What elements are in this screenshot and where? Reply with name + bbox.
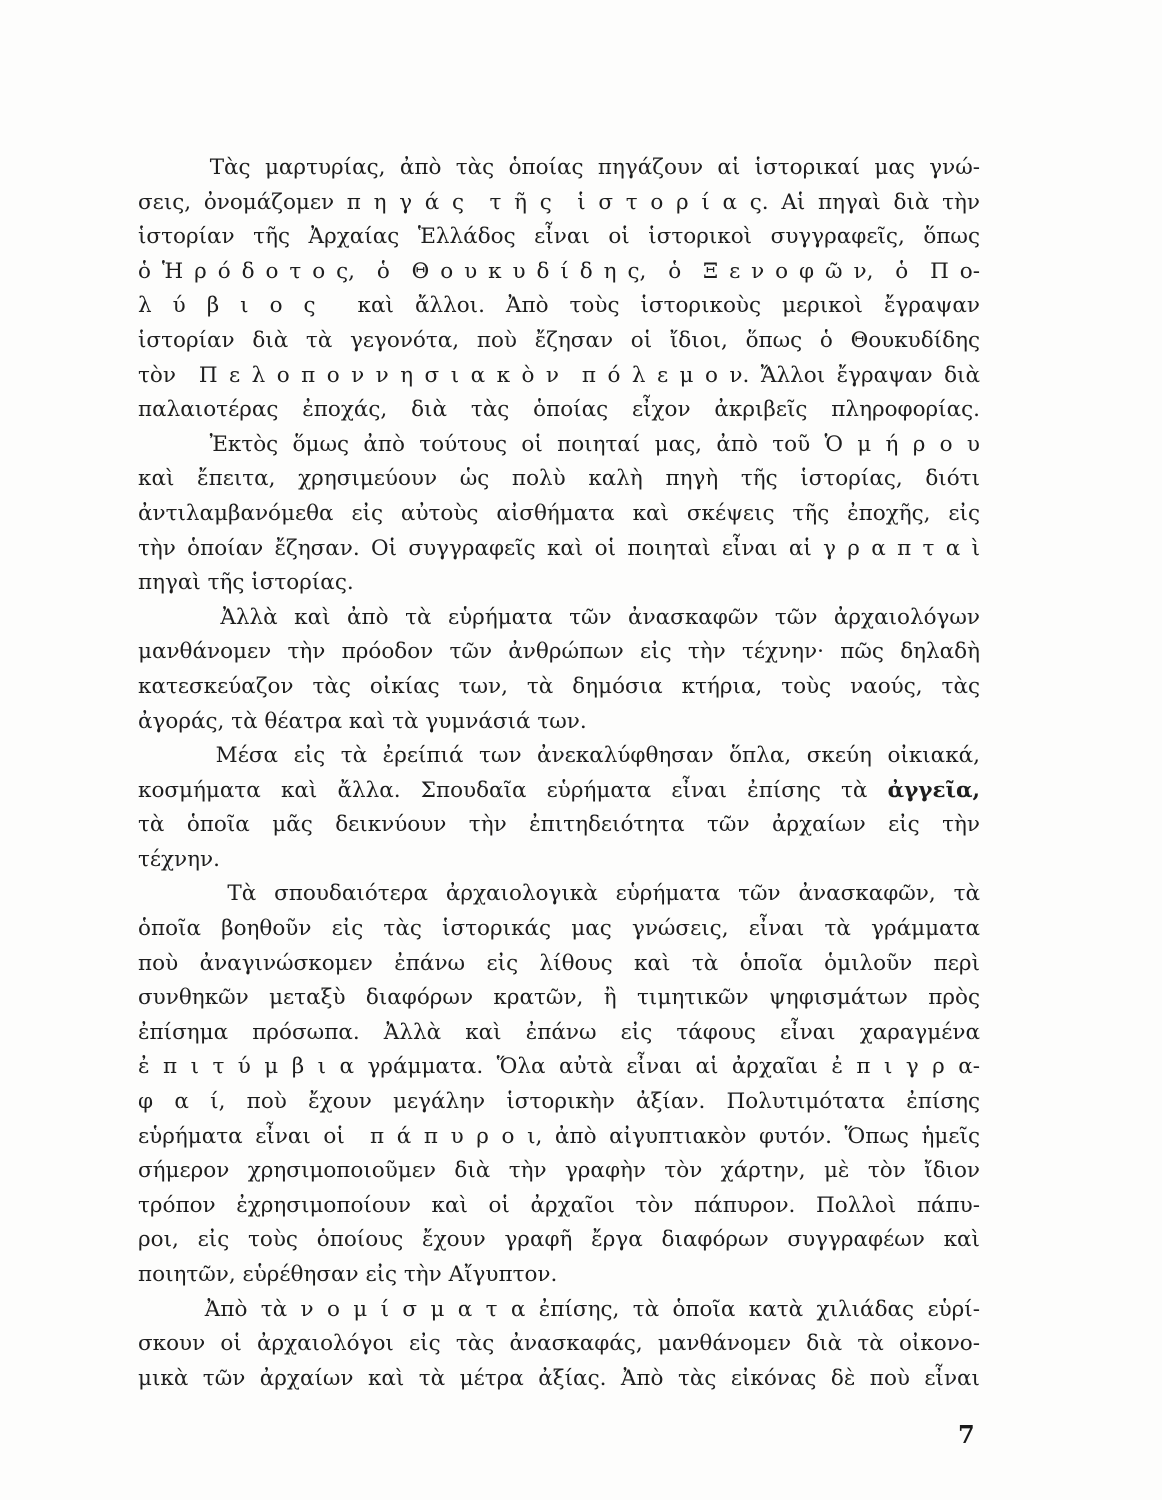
text-line: πηγαὶ τῆς ἱστορίας. <box>138 570 354 596</box>
text-line: κατεσκεύαζον τὰς οἰκίας των, τὰ δημόσια κτήρια, τοὺς ναούς, τὰς <box>138 673 980 699</box>
text-line: ἱστορίαν διὰ τὰ γεγονότα, ποὺ ἔζησαν οἱ ἴδιοι, ὅπως ὁ Θουκυδίδης <box>138 327 980 353</box>
text-line: σκουν οἱ ἀρχαιολόγοι εἰς τὰς ἀνασκαφάς, μανθάνομεν διὰ τὰ οἰκονο- <box>138 1331 980 1357</box>
text-line: ἀγοράς, τὰ θέατρα καὶ τὰ γυμνάσιά των. <box>138 708 587 734</box>
text-line: τὸν Π ε λ ο π ο ν ν η σ ι α κ ὸ ν π ό λ ε μ ο ν. Ἄλλοι ἔγραψαν διὰ <box>138 362 980 388</box>
bold-word: ἀγγεῖα, <box>887 777 980 803</box>
text-line: τὴν ὁποίαν ἔζησαν. Οἱ συγγραφεῖς καὶ οἱ ποιηταὶ εἶναι αἱ γ ρ α π τ α ὶ <box>138 535 980 561</box>
text-line: Ἀπὸ τὰ ν ο μ ί σ μ α τ α ἐπίσης, τὰ ὁποῖα κατὰ χιλιάδας εὑρί- <box>138 1296 980 1322</box>
text-line: μανθάνομεν τὴν πρόοδον τῶν ἀνθρώπων εἰς τὴν τέχνην· πῶς δηλαδὴ <box>138 639 980 665</box>
text-line: ποὺ ἀναγινώσκομεν ἐπάνω εἰς λίθους καὶ τὰ ὁποῖα ὁμιλοῦν περὶ <box>138 950 980 976</box>
text-line: ἱστορίαν τῆς Ἀρχαίας Ἑλλάδος εἶναι οἱ ἱστορικοὶ συγγραφεῖς, ὅπως <box>138 224 980 250</box>
text-line: Ἐκτὸς ὅμως ἀπὸ τούτους οἱ ποιηταί μας, ἀπὸ τοῦ Ὁ μ ή ρ ο υ <box>138 431 980 457</box>
text-line: λ ύ β ι ο ς καὶ ἄλλοι. Ἀπὸ τοὺς ἱστορικοὺς μερικοὶ ἔγραψαν <box>138 293 980 319</box>
text-line: τὰ ὁποῖα μᾶς δεικνύουν τὴν ἐπιτηδειότητα τῶν ἀρχαίων εἰς τὴν <box>138 812 980 838</box>
text-line: σήμερον χρησιμοποιοῦμεν διὰ τὴν γραφὴν τὸν χάρτην, μὲ τὸν ἴδιον <box>138 1158 980 1184</box>
text-line: ροι, εἰς τοὺς ὁποίους ἔχουν γραφῆ ἔργα διαφόρων συγγραφέων καὶ <box>138 1227 980 1253</box>
text-line: Ἀλλὰ καὶ ἀπὸ τὰ εὑρήματα τῶν ἀνασκαφῶν τῶν ἀρχαιολόγων <box>138 604 980 630</box>
text-line: τρόπον ἐχρησιμοποίουν καὶ οἱ ἀρχαῖοι τὸν πάπυρον. Πολλοὶ πάπυ- <box>138 1192 980 1218</box>
body-text <box>138 151 980 1396</box>
text-line-with-bold <box>138 774 980 809</box>
text-line: Τὰ σπουδαιότερα ἀρχαιολογικὰ εὑρήματα τῶν ἀνασκαφῶν, τὰ <box>138 881 980 907</box>
text-span: κοσμήματα καὶ ἄλλα. Σπουδαῖα εὑρήματα εἶναι ἐπίσης τὰ <box>138 777 888 803</box>
page-number: 7 <box>958 1420 975 1449</box>
text-line: τέχνην. <box>138 846 220 872</box>
text-line: ἀντιλαμβανόμεθα εἰς αὐτοὺς αἰσθήματα καὶ σκέψεις τῆς ἐποχῆς, εἰς <box>138 500 980 526</box>
text-line: φ α ί, ποὺ ἔχουν μεγάλην ἱστορικὴν ἀξίαν. Πολυτιμότατα ἐπίσης <box>138 1089 980 1115</box>
text-line: ὁ Ἡ ρ ό δ ο τ ο ς, ὁ Θ ο υ κ υ δ ί δ η ς, ὁ Ξ ε ν ο φ ῶ ν, ὁ Π ο- <box>138 258 980 284</box>
text-line: Μέσα εἰς τὰ ἐρείπιά των ἀνεκαλύφθησαν ὅπλα, σκεύη οἰκιακά, <box>138 743 980 769</box>
text-line: εὑρήματα εἶναι οἱ π ά π υ ρ ο ι, ἀπὸ αἰγυπτιακὸν φυτόν. Ὅπως ἡμεῖς <box>138 1123 980 1149</box>
text-line: ἐ π ι τ ύ μ β ι α γράμματα. Ὅλα αὐτὰ εἶναι αἱ ἀρχαῖαι ἐ π ι γ ρ α- <box>138 1054 980 1080</box>
text-line: παλαιοτέρας ἐποχάς, διὰ τὰς ὁποίας εἶχον ἀκριβεῖς πληροφορίας. <box>138 397 980 423</box>
text-line: καὶ ἔπειτα, χρησιμεύουν ὡς πολὺ καλὴ πηγὴ τῆς ἱστορίας, διότι <box>138 466 980 492</box>
text-line: σεις, ὀνομάζομεν π η γ ά ς τ ῆ ς ἱ σ τ ο ρ ί α ς. Αἱ πηγαὶ διὰ τὴν <box>138 189 980 215</box>
text-line: ἐπίσημα πρόσωπα. Ἀλλὰ καὶ ἐπάνω εἰς τάφους εἶναι χαραγμένα <box>138 1019 980 1045</box>
text-line: Τὰς μαρτυρίας, ἀπὸ τὰς ὁποίας πηγάζουν αἱ ἱστορικαί μας γνώ- <box>138 155 980 180</box>
text-line: συνθηκῶν μεταξὺ διαφόρων κρατῶν, ἢ τιμητικῶν ψηφισμάτων πρὸς <box>138 985 980 1011</box>
text-line: ποιητῶν, εὑρέθησαν εἰς τὴν Αἴγυπτον. <box>138 1262 558 1287</box>
text-line: ὁποῖα βοηθοῦν εἰς τὰς ἱστορικάς μας γνώσεις, εἶναι τὰ γράμματα <box>138 916 980 942</box>
text-line: μικὰ τῶν ἀρχαίων καὶ τὰ μέτρα ἀξίας. Ἀπὸ τὰς εἰκόνας δὲ ποὺ εἶναι <box>138 1365 980 1391</box>
